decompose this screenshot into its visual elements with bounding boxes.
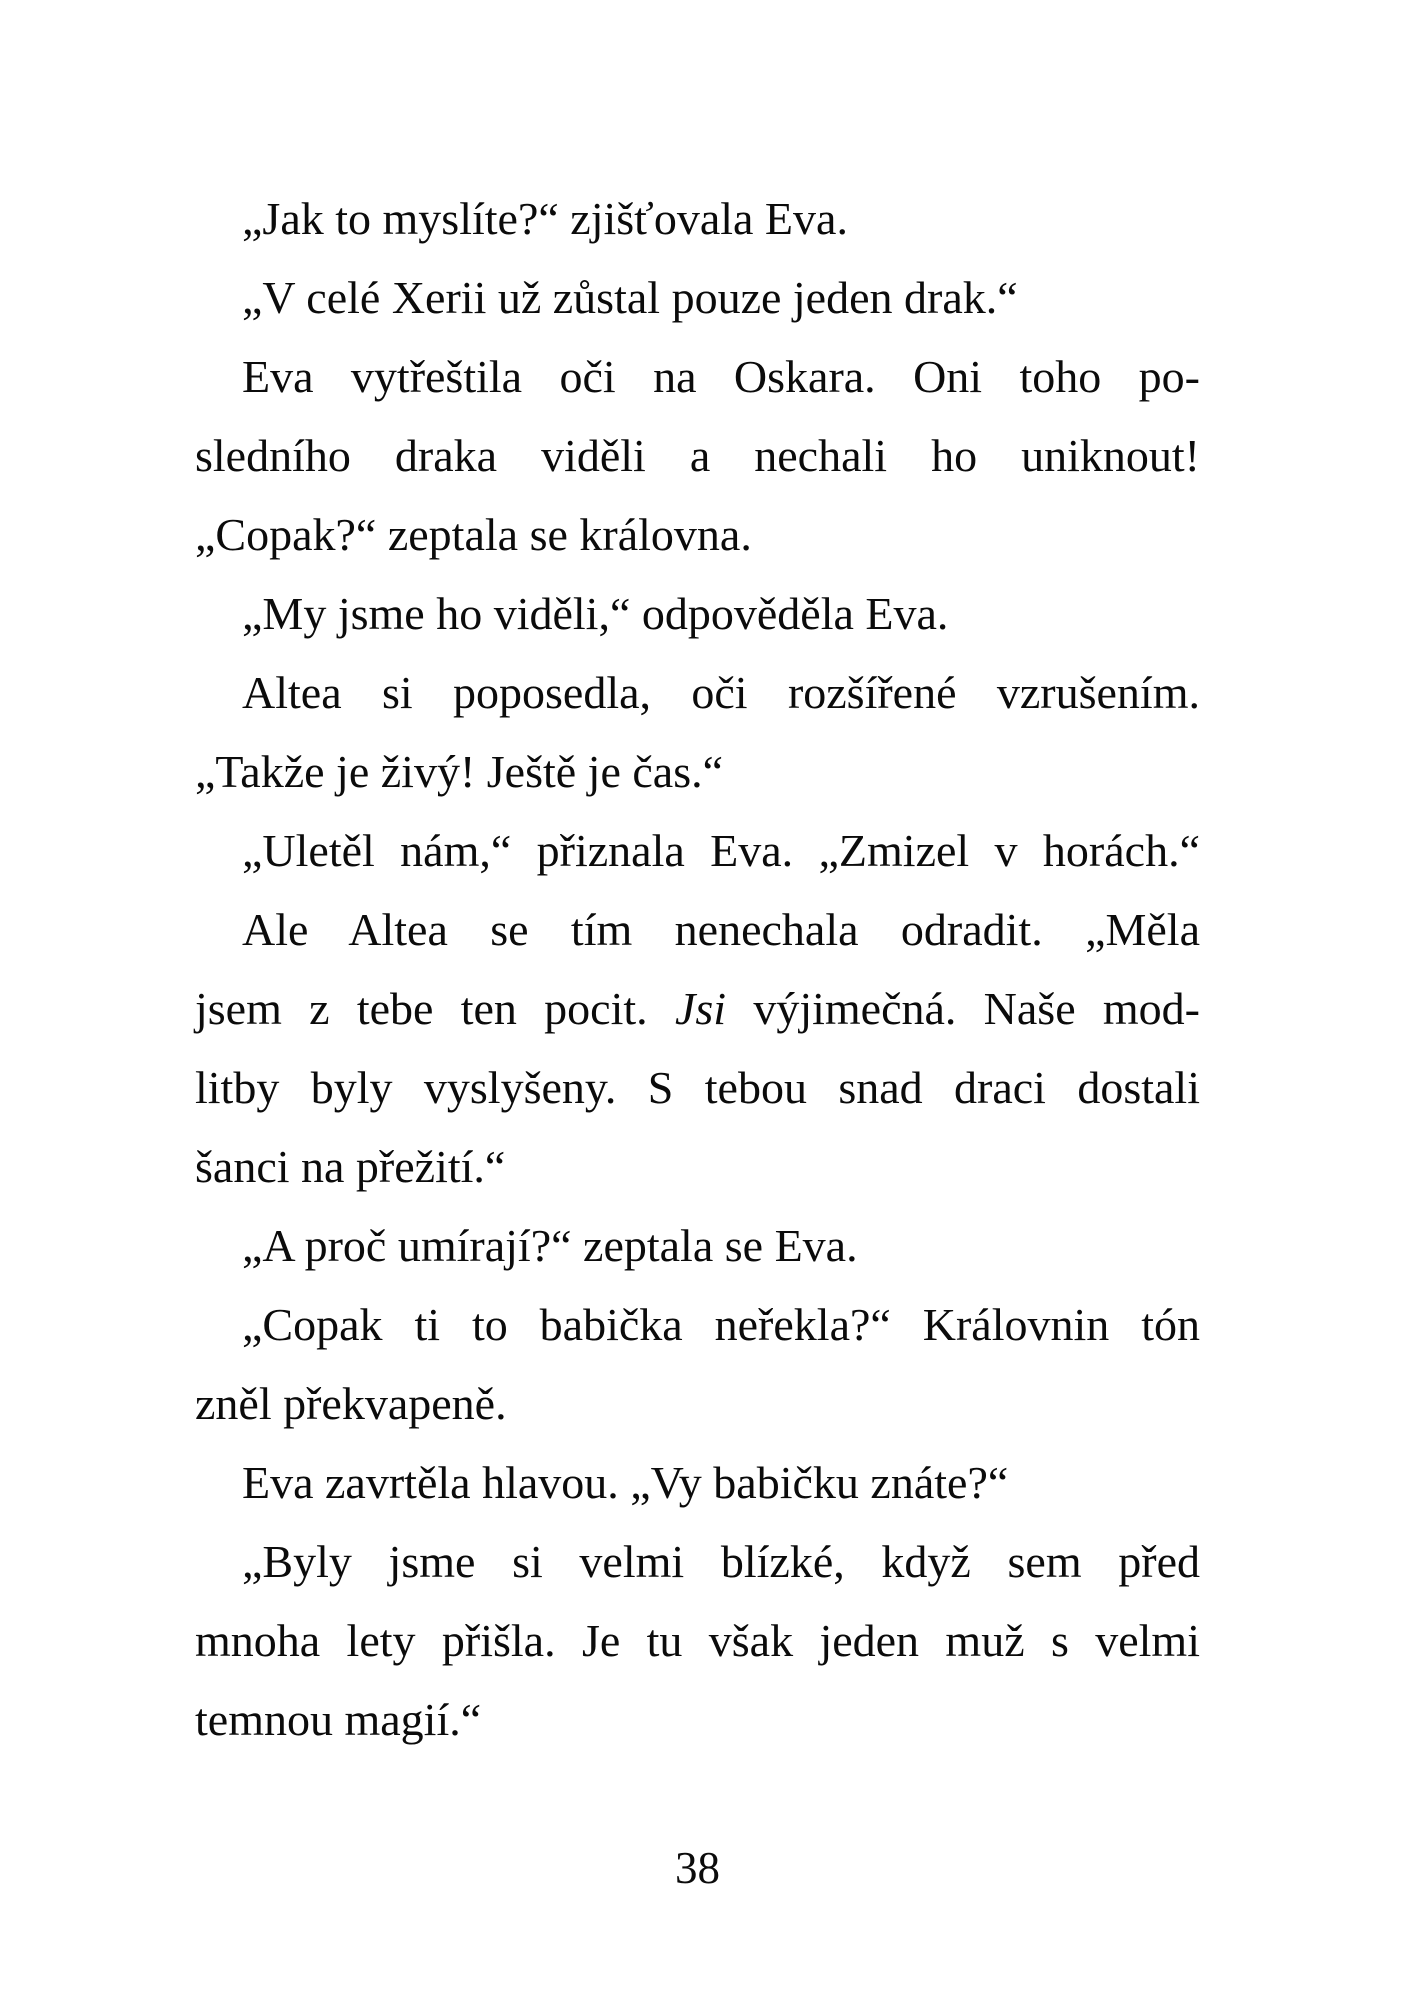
text-line: „Takže je živý! Ještě je čas.“ bbox=[195, 746, 724, 797]
text-line: zněl překvapeně. bbox=[195, 1378, 507, 1429]
text-line: Altea si poposedla, oči rozšířené vzrušením. bbox=[242, 667, 1200, 718]
text-line: Eva zavrtěla hlavou. „Vy babičku znáte?“ bbox=[242, 1457, 1009, 1508]
text-line: jsem z tebe ten pocit. Jsi výjimečná. Naše mod- bbox=[195, 983, 1200, 1034]
text-line: „Copak?“ zeptala se královna. bbox=[195, 509, 752, 560]
text-line: temnou magií.“ bbox=[195, 1694, 482, 1745]
text-line: „V celé Xerii už zůstal pouze jeden drak.“ bbox=[242, 272, 1018, 323]
text-line: „Jak to myslíte?“ zjišťovala Eva. bbox=[242, 193, 848, 244]
text-line: „Copak ti to babička neřekla?“ Královnin tón bbox=[242, 1299, 1200, 1350]
text-line: šanci na přežití.“ bbox=[195, 1141, 506, 1192]
text-line: mnoha lety přišla. Je tu však jeden muž s velmi bbox=[195, 1615, 1200, 1666]
text-line: Ale Altea se tím nenechala odradit. „Měla bbox=[242, 904, 1200, 955]
text-line: sledního draka viděli a nechali ho uniknout! bbox=[195, 430, 1200, 481]
text-line: „Byly jsme si velmi blízké, když sem před bbox=[242, 1536, 1200, 1587]
text-line: Eva vytřeštila oči na Oskara. Oni toho po- bbox=[242, 351, 1200, 402]
body-text bbox=[195, 179, 1200, 1759]
text-line: litby byly vyslyšeny. S tebou snad draci dostali bbox=[195, 1062, 1200, 1113]
text-line: „Uletěl nám,“ přiznala Eva. „Zmizel v horách.“ bbox=[242, 825, 1200, 876]
page-number: 38 bbox=[675, 1843, 720, 1893]
text-line: „A proč umírají?“ zeptala se Eva. bbox=[242, 1220, 858, 1271]
text-line: „My jsme ho viděli,“ odpověděla Eva. bbox=[242, 588, 949, 639]
